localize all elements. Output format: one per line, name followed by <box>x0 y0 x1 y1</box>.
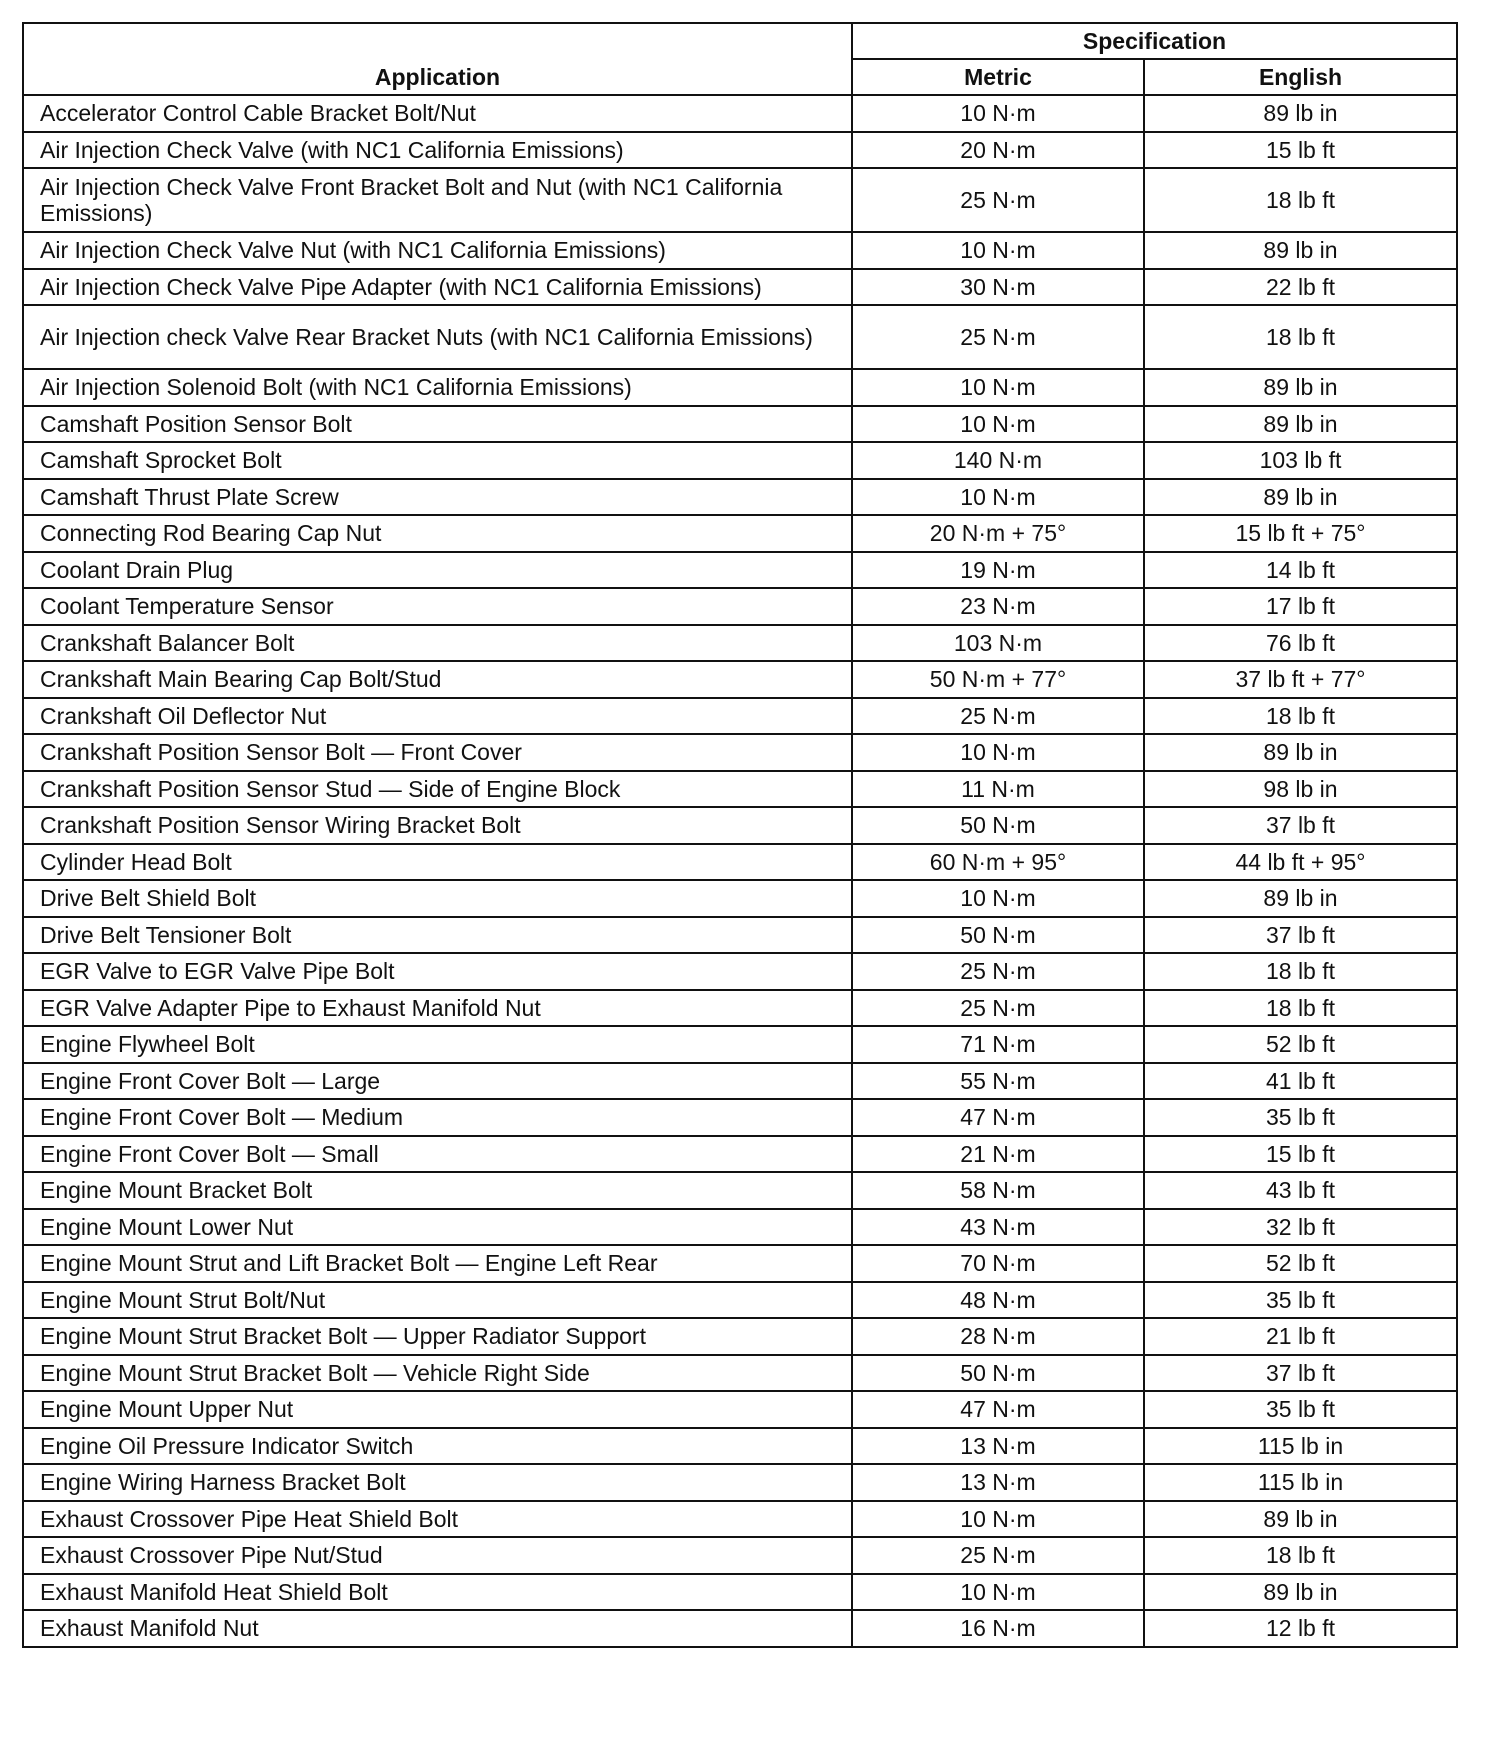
application-cell: Drive Belt Tensioner Bolt <box>23 917 852 954</box>
table-row <box>23 269 1457 306</box>
metric-cell: 13 N·m <box>852 1428 1144 1465</box>
metric-cell: 25 N·m <box>852 990 1144 1027</box>
application-cell: Engine Mount Strut and Lift Bracket Bolt — Engine Left Rear <box>23 1245 852 1282</box>
english-cell: 41 lb ft <box>1144 1063 1457 1100</box>
application-cell: Crankshaft Main Bearing Cap Bolt/Stud <box>23 661 852 698</box>
table-row <box>23 168 1457 232</box>
metric-cell: 10 N·m <box>852 1501 1144 1538</box>
english-cell: 35 lb ft <box>1144 1391 1457 1428</box>
application-header: Application <box>23 23 852 95</box>
table-row <box>23 1318 1457 1355</box>
specification-header: Specification <box>852 23 1457 59</box>
english-cell: 89 lb in <box>1144 1574 1457 1611</box>
table-row <box>23 917 1457 954</box>
english-cell: 18 lb ft <box>1144 1537 1457 1574</box>
metric-cell: 50 N·m + 77° <box>852 661 1144 698</box>
english-cell: 12 lb ft <box>1144 1610 1457 1647</box>
metric-cell: 50 N·m <box>852 917 1144 954</box>
metric-cell: 103 N·m <box>852 625 1144 662</box>
metric-cell: 58 N·m <box>852 1172 1144 1209</box>
application-cell: Air Injection Solenoid Bolt (with NC1 California Emissions) <box>23 369 852 406</box>
metric-cell: 50 N·m <box>852 1355 1144 1392</box>
table-row <box>23 552 1457 589</box>
table-row <box>23 953 1457 990</box>
english-cell: 37 lb ft <box>1144 1355 1457 1392</box>
table-row <box>23 1428 1457 1465</box>
metric-cell: 10 N·m <box>852 1574 1144 1611</box>
table-row <box>23 1537 1457 1574</box>
application-cell: Crankshaft Position Sensor Bolt — Front Cover <box>23 734 852 771</box>
english-cell: 18 lb ft <box>1144 698 1457 735</box>
table-row <box>23 132 1457 169</box>
table-row <box>23 1026 1457 1063</box>
english-cell: 89 lb in <box>1144 95 1457 132</box>
english-cell: 22 lb ft <box>1144 269 1457 306</box>
table-row <box>23 232 1457 269</box>
application-cell: Exhaust Crossover Pipe Heat Shield Bolt <box>23 1501 852 1538</box>
metric-cell: 140 N·m <box>852 442 1144 479</box>
metric-cell: 13 N·m <box>852 1464 1144 1501</box>
english-header: English <box>1144 59 1457 95</box>
english-cell: 89 lb in <box>1144 369 1457 406</box>
application-cell: Exhaust Manifold Nut <box>23 1610 852 1647</box>
table-row <box>23 1209 1457 1246</box>
metric-cell: 10 N·m <box>852 479 1144 516</box>
table-row <box>23 661 1457 698</box>
application-cell: Connecting Rod Bearing Cap Nut <box>23 515 852 552</box>
english-cell: 35 lb ft <box>1144 1099 1457 1136</box>
table-body <box>23 95 1457 1647</box>
english-cell: 115 lb in <box>1144 1464 1457 1501</box>
table-row <box>23 1136 1457 1173</box>
metric-cell: 30 N·m <box>852 269 1144 306</box>
application-cell: Engine Oil Pressure Indicator Switch <box>23 1428 852 1465</box>
english-cell: 17 lb ft <box>1144 588 1457 625</box>
english-cell: 15 lb ft + 75° <box>1144 515 1457 552</box>
english-cell: 76 lb ft <box>1144 625 1457 662</box>
english-cell: 18 lb ft <box>1144 168 1457 232</box>
application-cell: Air Injection check Valve Rear Bracket Nuts (with NC1 California Emissions) <box>23 305 852 369</box>
metric-cell: 60 N·m + 95° <box>852 844 1144 881</box>
metric-cell: 25 N·m <box>852 168 1144 232</box>
fastener-spec-table <box>22 22 1458 1648</box>
table-row <box>23 305 1457 369</box>
english-cell: 43 lb ft <box>1144 1172 1457 1209</box>
application-cell: Engine Mount Strut Bolt/Nut <box>23 1282 852 1319</box>
application-cell: Engine Flywheel Bolt <box>23 1026 852 1063</box>
english-cell: 89 lb in <box>1144 479 1457 516</box>
english-cell: 44 lb ft + 95° <box>1144 844 1457 881</box>
table-row <box>23 1501 1457 1538</box>
table-row <box>23 698 1457 735</box>
metric-cell: 10 N·m <box>852 880 1144 917</box>
metric-cell: 70 N·m <box>852 1245 1144 1282</box>
metric-cell: 10 N·m <box>852 369 1144 406</box>
application-cell: Crankshaft Oil Deflector Nut <box>23 698 852 735</box>
english-cell: 103 lb ft <box>1144 442 1457 479</box>
english-cell: 37 lb ft + 77° <box>1144 661 1457 698</box>
english-cell: 18 lb ft <box>1144 990 1457 1027</box>
metric-cell: 25 N·m <box>852 1537 1144 1574</box>
application-cell: Cylinder Head Bolt <box>23 844 852 881</box>
english-cell: 115 lb in <box>1144 1428 1457 1465</box>
metric-cell: 19 N·m <box>852 552 1144 589</box>
metric-cell: 10 N·m <box>852 232 1144 269</box>
metric-header: Metric <box>852 59 1144 95</box>
application-cell: Engine Front Cover Bolt — Large <box>23 1063 852 1100</box>
table-row <box>23 1063 1457 1100</box>
english-cell: 89 lb in <box>1144 406 1457 443</box>
application-cell: Crankshaft Position Sensor Wiring Bracket Bolt <box>23 807 852 844</box>
metric-cell: 25 N·m <box>852 698 1144 735</box>
application-cell: Engine Mount Upper Nut <box>23 1391 852 1428</box>
metric-cell: 10 N·m <box>852 95 1144 132</box>
application-cell: Air Injection Check Valve Pipe Adapter (with NC1 California Emissions) <box>23 269 852 306</box>
application-cell: Air Injection Check Valve (with NC1 California Emissions) <box>23 132 852 169</box>
table-row <box>23 1391 1457 1428</box>
application-cell: Air Injection Check Valve Front Bracket Bolt and Nut (with NC1 California Emissions) <box>23 168 852 232</box>
table-row <box>23 95 1457 132</box>
table-row <box>23 734 1457 771</box>
english-cell: 89 lb in <box>1144 880 1457 917</box>
english-cell: 89 lb in <box>1144 1501 1457 1538</box>
english-cell: 32 lb ft <box>1144 1209 1457 1246</box>
application-cell: Crankshaft Position Sensor Stud — Side of Engine Block <box>23 771 852 808</box>
metric-cell: 47 N·m <box>852 1099 1144 1136</box>
table-row <box>23 588 1457 625</box>
english-cell: 21 lb ft <box>1144 1318 1457 1355</box>
metric-cell: 21 N·m <box>852 1136 1144 1173</box>
table-row <box>23 1610 1457 1647</box>
application-cell: Camshaft Position Sensor Bolt <box>23 406 852 443</box>
application-cell: Camshaft Thrust Plate Screw <box>23 479 852 516</box>
english-cell: 52 lb ft <box>1144 1026 1457 1063</box>
english-cell: 18 lb ft <box>1144 953 1457 990</box>
application-cell: Engine Mount Strut Bracket Bolt — Vehicle Right Side <box>23 1355 852 1392</box>
english-cell: 18 lb ft <box>1144 305 1457 369</box>
table-row <box>23 406 1457 443</box>
metric-cell: 48 N·m <box>852 1282 1144 1319</box>
metric-cell: 47 N·m <box>852 1391 1144 1428</box>
metric-cell: 25 N·m <box>852 305 1144 369</box>
header-row-top <box>23 23 1457 59</box>
application-cell: Engine Mount Strut Bracket Bolt — Upper Radiator Support <box>23 1318 852 1355</box>
application-cell: Coolant Drain Plug <box>23 552 852 589</box>
metric-cell: 10 N·m <box>852 734 1144 771</box>
english-cell: 14 lb ft <box>1144 552 1457 589</box>
application-cell: Drive Belt Shield Bolt <box>23 880 852 917</box>
table-row <box>23 1282 1457 1319</box>
english-cell: 35 lb ft <box>1144 1282 1457 1319</box>
application-cell: Accelerator Control Cable Bracket Bolt/Nut <box>23 95 852 132</box>
table-row <box>23 1245 1457 1282</box>
metric-cell: 28 N·m <box>852 1318 1144 1355</box>
english-cell: 37 lb ft <box>1144 917 1457 954</box>
english-cell: 89 lb in <box>1144 232 1457 269</box>
metric-cell: 25 N·m <box>852 953 1144 990</box>
english-cell: 52 lb ft <box>1144 1245 1457 1282</box>
table-row <box>23 880 1457 917</box>
english-cell: 89 lb in <box>1144 734 1457 771</box>
metric-cell: 20 N·m + 75° <box>852 515 1144 552</box>
table-header <box>23 23 1457 95</box>
table-row <box>23 1355 1457 1392</box>
table-row <box>23 369 1457 406</box>
table-row <box>23 807 1457 844</box>
table-row <box>23 1574 1457 1611</box>
english-cell: 98 lb in <box>1144 771 1457 808</box>
application-cell: Air Injection Check Valve Nut (with NC1 California Emissions) <box>23 232 852 269</box>
table-row <box>23 1172 1457 1209</box>
metric-cell: 23 N·m <box>852 588 1144 625</box>
application-cell: Engine Mount Lower Nut <box>23 1209 852 1246</box>
metric-cell: 16 N·m <box>852 1610 1144 1647</box>
table-row <box>23 515 1457 552</box>
application-cell: Engine Wiring Harness Bracket Bolt <box>23 1464 852 1501</box>
application-cell: Exhaust Crossover Pipe Nut/Stud <box>23 1537 852 1574</box>
application-cell: Coolant Temperature Sensor <box>23 588 852 625</box>
metric-cell: 50 N·m <box>852 807 1144 844</box>
application-cell: Engine Front Cover Bolt — Medium <box>23 1099 852 1136</box>
table-row <box>23 1099 1457 1136</box>
application-cell: EGR Valve to EGR Valve Pipe Bolt <box>23 953 852 990</box>
english-cell: 15 lb ft <box>1144 1136 1457 1173</box>
table-row <box>23 625 1457 662</box>
application-cell: EGR Valve Adapter Pipe to Exhaust Manifold Nut <box>23 990 852 1027</box>
metric-cell: 55 N·m <box>852 1063 1144 1100</box>
table-row <box>23 1464 1457 1501</box>
table-row <box>23 442 1457 479</box>
table-row <box>23 990 1457 1027</box>
metric-cell: 11 N·m <box>852 771 1144 808</box>
table-row <box>23 479 1457 516</box>
application-cell: Engine Mount Bracket Bolt <box>23 1172 852 1209</box>
table-row <box>23 844 1457 881</box>
application-cell: Crankshaft Balancer Bolt <box>23 625 852 662</box>
application-cell: Camshaft Sprocket Bolt <box>23 442 852 479</box>
english-cell: 37 lb ft <box>1144 807 1457 844</box>
metric-cell: 43 N·m <box>852 1209 1144 1246</box>
application-cell: Exhaust Manifold Heat Shield Bolt <box>23 1574 852 1611</box>
metric-cell: 10 N·m <box>852 406 1144 443</box>
table-row <box>23 771 1457 808</box>
metric-cell: 20 N·m <box>852 132 1144 169</box>
english-cell: 15 lb ft <box>1144 132 1457 169</box>
metric-cell: 71 N·m <box>852 1026 1144 1063</box>
application-cell: Engine Front Cover Bolt — Small <box>23 1136 852 1173</box>
